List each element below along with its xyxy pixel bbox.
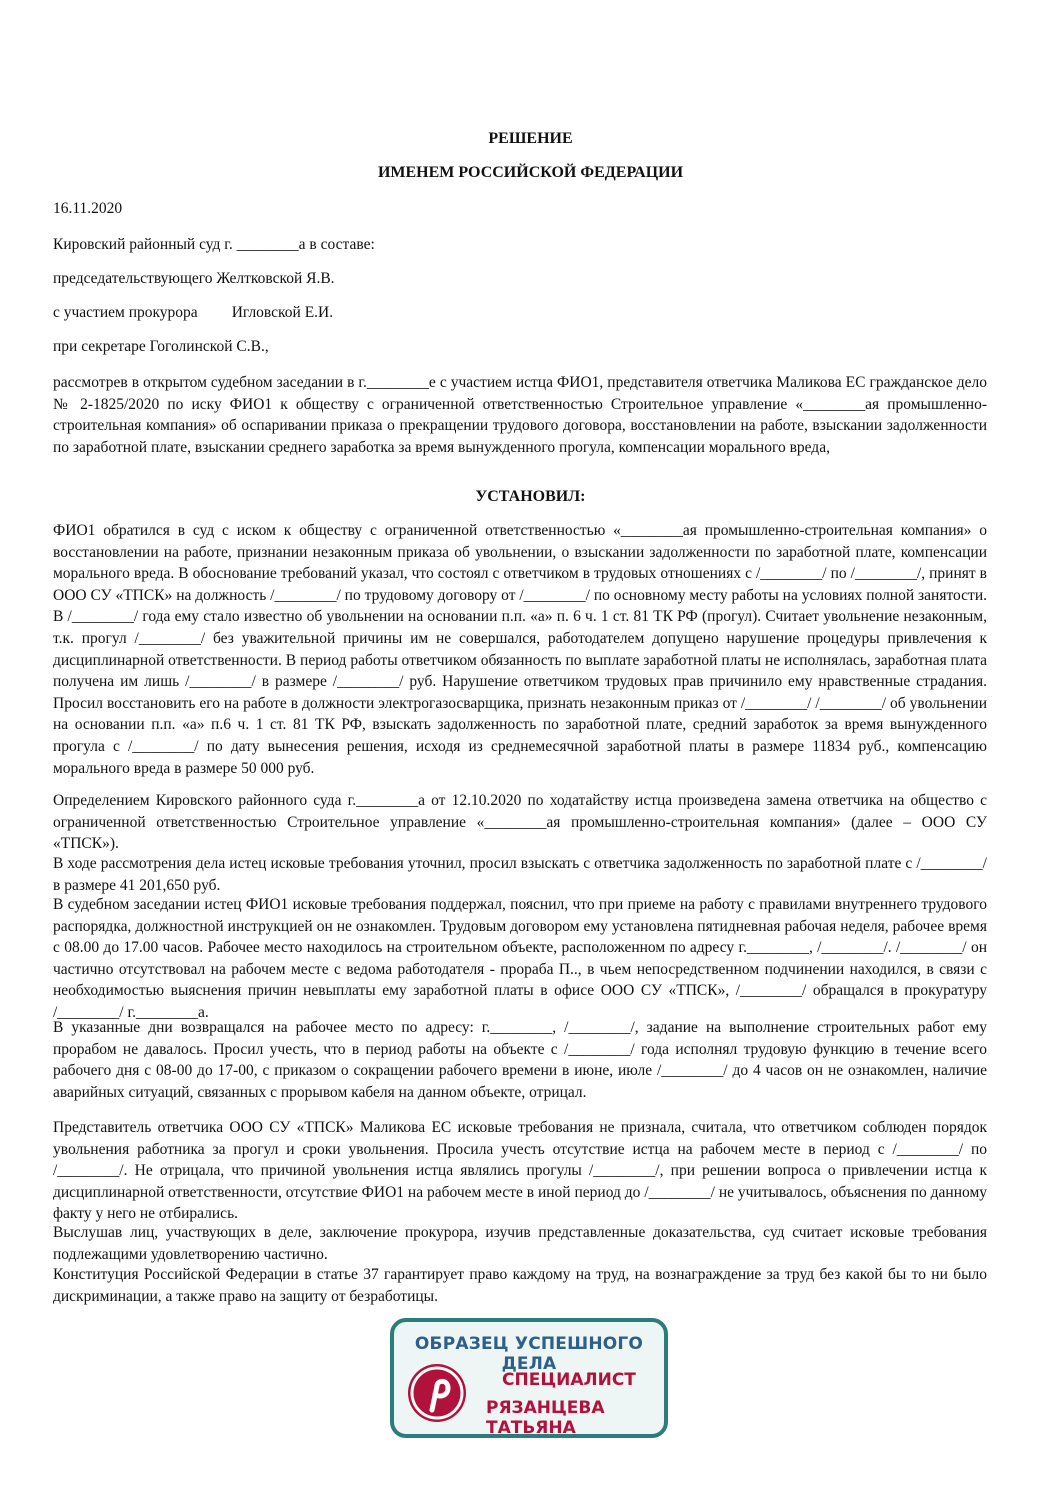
pinterest-icon (406, 1362, 468, 1424)
intro-paragraph: рассмотрев в открытом судебном заседании в г.________е с участием истца ФИО1, представителя ответчика Маликова ЕС гражданское дело № 2-1825/2020 по иску ФИО1 к обществу с ограниченной ответственностью Строительное управление «________ая промышленно-строительная компания» об оспаривании приказа о прекращении трудового договора, восстановлении на работе, взыскании задолженности по заработной плате, взыскании среднего заработка за время вынужденного прогула, компенсации морального вреда, (53, 374, 987, 456)
presiding-line: председательствующего Желтковской Я.В. (53, 270, 335, 287)
document-date: 16.11.2020 (53, 200, 123, 217)
body-paragraph-4: В судебном заседании истец ФИО1 исковые требования поддержал, пояснил, что при приеме на работу с правилами внутреннего трудового распорядка, должностной инструкцией он не ознакомлен. Трудовым договором ему установлена пятидневная рабочая неделя, рабочее время с 08.00 до 17.00 часов. Рабочее место находилось на строительном объекте, расположенном по адресу г.________, /________/. /________/ он частично отсутствовал на рабочем месте с ведома работодателя - прораба П.., в чьем непосредственном подчинении находился, в связи с необходимостью выяснения причин невыплаты ему заработной платы в офисе ООО СУ «ТПСК», /________/ обращался в прокуратуру /________/ г.________а. (53, 896, 987, 1021)
sample-case-stamp (390, 1318, 668, 1438)
body-paragraph-3: В ходе рассмотрения дела истец исковые требования уточнил, просил взыскать с ответчика задолженность по заработной плате с /________/ в размере 41 201,650 руб. (53, 855, 987, 894)
court-line: Кировский районный суд г. ________а в составе: (53, 236, 375, 253)
stamp-specialist: СПЕЦИАЛИСТ (502, 1370, 636, 1390)
prosecutor-label: с участием прокурора (53, 304, 198, 321)
document-title: РЕШЕНИЕ (488, 130, 573, 147)
body-paragraph-8: Конституция Российской Федерации в статье 37 гарантирует право каждому на труд, на вознаграждение за труд без какой бы то ни было дискриминации, а также право на защиту от безработицы. (53, 1266, 987, 1305)
body-paragraph-1: ФИО1 обратился в суд с иском к обществу с ограниченной ответственностью «________ая промышленно-строительная компания» о восстановлении на работе, признании незаконным приказа об увольнении, о взыскании задолженности по заработной плате, компенсации морального вреда. В обоснование требований указал, что состоял с ответчиком в трудовых отношениях с /________/ по /________/, принят в ООО СУ «ТПСК» на должность /________/ по трудовому договору от /________/ по основному месту работы на условиях полной занятости. В /________/ года ему стало известно об увольнении на основании п.п. «а» п. 6 ч. 1 ст. 81 ТК РФ (прогул). Считает увольнение незаконным, т.к. прогул /________/ без уважительной причины им не совершался, работодателем допущено нарушение процедуры привлечения к дисциплинарной ответственности. В период работы ответчиком обязанность по выплате заработной платы не исполнялась, заработная плата получена им лишь /________/ в размере /________/ руб. Нарушение ответчиком трудовых прав причинило ему нравственные страдания. Просил восстановить его на работе в должности электрогазосварщика, признать незаконным приказ от /________/ /________/ об увольнении на основании п.п. «а» п.6 ч. 1 ст. 81 ТК РФ, взыскать задолженность по заработной плате, средний заработок за время вынужденного прогула с /________/ по дату вынесения решения, исходя из среднемесячной заработной платы в размере 11834 руб., компенсацию морального вреда в размере 50 000 руб. (53, 522, 987, 777)
established-heading: УСТАНОВИЛ: (475, 488, 586, 505)
body-paragraph-5: В указанные дни возвращался на рабочее место по адресу: г.________, /________/, задание на выполнение строительных работ ему прорабом не давалось. Просил учесть, что в период работы на объекте с /________/ года исполнял трудовую функцию в течение всего рабочего дня с 08-00 до 17-00, с приказом о сокращении рабочего времени в июне, июле /________/ до 4 часов он не ознакомлен, наличие аварийных ситуаций, связанных с прорывом кабеля на данном объекте, отрицал. (53, 1019, 987, 1101)
document-subtitle: ИМЕНЕМ РОССИЙСКОЙ ФЕДЕРАЦИИ (377, 164, 684, 181)
secretary-line: при секретаре Гоголинской С.В., (53, 338, 269, 355)
body-paragraph-7: Выслушав лиц, участвующих в деле, заключение прокурора, изучив представленные доказательства, суд считает исковые требования подлежащими удовлетворению частично. (53, 1224, 987, 1263)
stamp-name: РЯЗАНЦЕВА ТАТЬЯНА (486, 1398, 605, 1438)
prosecutor-line (53, 304, 333, 322)
body-paragraph-2: Определением Кировского районного суда г.________а от 12.10.2020 по ходатайству истца произведена замена ответчика на общество с ограниченной ответственностью Строительное управление «________ая промышленно-строительная компания» (далее – ООО СУ «ТПСК»). (53, 792, 987, 853)
prosecutor-name: Игловской Е.И. (231, 304, 334, 321)
stamp-title: ОБРАЗЕЦ УСПЕШНОГО ДЕЛА (414, 1334, 644, 1374)
body-paragraph-6: Представитель ответчика ООО СУ «ТПСК» Маликова ЕС исковые требования не признала, считала, что ответчиком соблюден порядок увольнения работника за прогул и сроки увольнения. Просила учесть отсутствие истца на рабочем месте в период с /________/ по /________/. Не отрицала, что причиной увольнения истца являлись прогулы /________/, при решении вопроса о привлечении истца к дисциплинарной ответственности, отсутствие ФИО1 на рабочем месте в иной период до /________/ не учитывалось, объяснения по данному факту у него не отбирались. (53, 1119, 987, 1223)
